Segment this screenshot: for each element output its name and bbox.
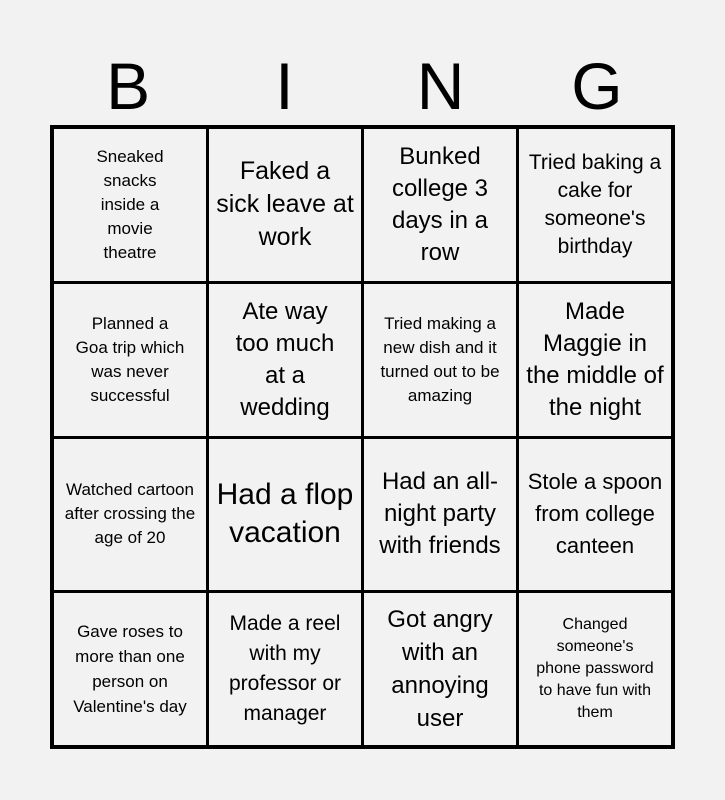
bingo-cell[interactable] bbox=[209, 129, 361, 281]
header-letter-n: N bbox=[416, 49, 465, 123]
bingo-cell[interactable] bbox=[519, 593, 671, 745]
bingo-cell[interactable] bbox=[54, 593, 206, 745]
header-letter-i: I bbox=[275, 49, 294, 123]
bingo-cell[interactable] bbox=[209, 593, 361, 745]
bingo-board bbox=[50, 125, 675, 749]
bingo-cell[interactable] bbox=[364, 439, 516, 591]
cell-text: Stole a spoon from college canteen bbox=[527, 469, 663, 559]
cell-text: Ate way too much at a wedding bbox=[235, 297, 335, 421]
cell-text: Faked a sick leave at work bbox=[216, 157, 354, 252]
bingo-cell[interactable] bbox=[209, 284, 361, 436]
bingo-cell[interactable] bbox=[364, 129, 516, 281]
bingo-cell[interactable] bbox=[519, 284, 671, 436]
cell-text: Bunked college 3 days in a row bbox=[391, 142, 489, 266]
cell-text: Made a reel with my professor or manager bbox=[228, 612, 342, 726]
cell-text: Changed someone's phone password to have fun with them bbox=[536, 616, 654, 722]
bingo-cell[interactable] bbox=[209, 439, 361, 591]
bingo-cell[interactable] bbox=[519, 439, 671, 591]
cell-text: Had an all-night party with friends bbox=[379, 468, 501, 560]
cell-text: Sneaked snacks inside a movie theatre bbox=[96, 146, 164, 262]
cell-text: Gave roses to more than one person on Valentine's day bbox=[73, 622, 187, 717]
bingo-cell[interactable] bbox=[364, 593, 516, 745]
bingo-cell[interactable] bbox=[519, 129, 671, 281]
bingo-cell[interactable] bbox=[54, 284, 206, 436]
bingo-header bbox=[50, 48, 675, 124]
header-letter-g: G bbox=[571, 49, 623, 123]
cell-text: Got angry with an annoying user bbox=[387, 606, 493, 733]
cell-text: Watched cartoon after crossing the age of 20 bbox=[64, 480, 196, 548]
cell-text: Tried making a new dish and it turned out to be amazing bbox=[380, 313, 500, 405]
cell-text: Made Maggie in the middle of the night bbox=[526, 297, 664, 421]
bingo-cell[interactable] bbox=[54, 129, 206, 281]
bingo-cell[interactable] bbox=[54, 439, 206, 591]
cell-text: Tried baking a cake for someone's birthday bbox=[528, 150, 662, 258]
bingo-cell[interactable] bbox=[364, 284, 516, 436]
cell-text: Had a flop vacation bbox=[216, 478, 354, 550]
cell-text: Planned a Goa trip which was never successful bbox=[75, 313, 185, 405]
header-letter-b: B bbox=[106, 49, 151, 123]
